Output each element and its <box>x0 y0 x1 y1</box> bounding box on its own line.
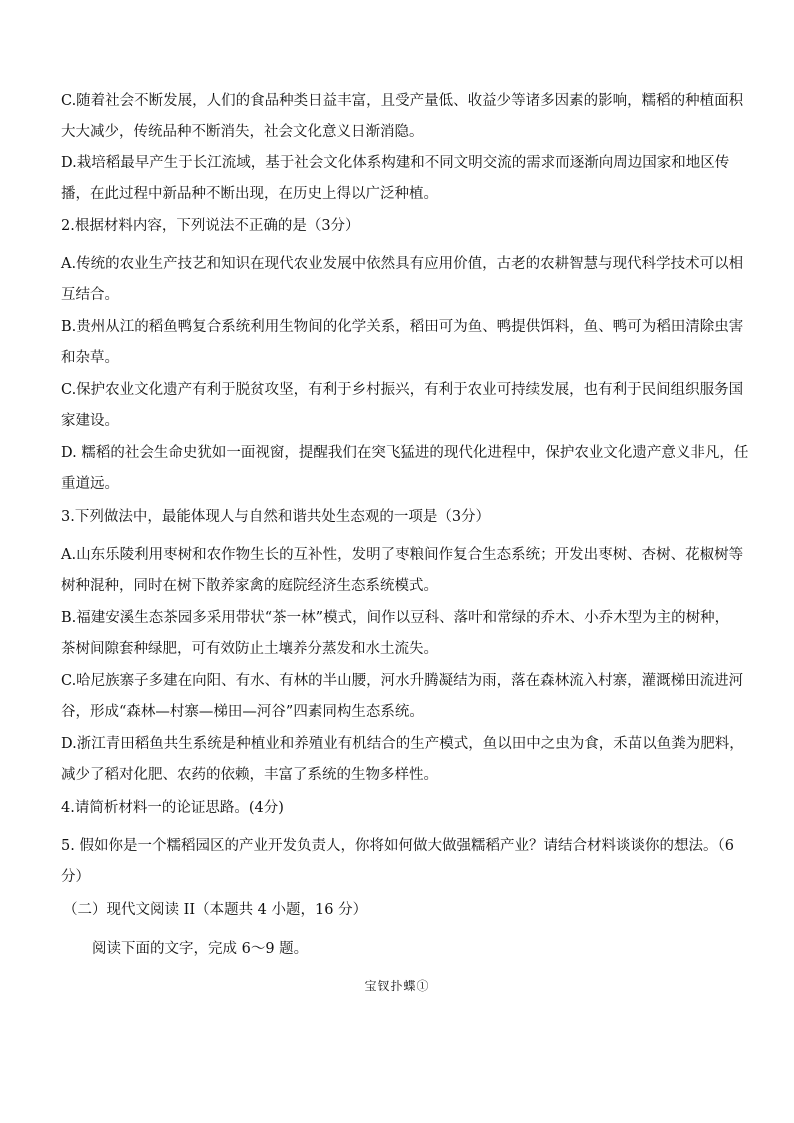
article-title <box>0 976 794 996</box>
question-4 <box>61 793 733 824</box>
text-line: C.随着社会不断发展，人们的食品种类日益丰富，且受产量低、收益少等诸多因素的影响，糯稻的种植面积 <box>61 93 744 109</box>
option-2a <box>61 249 744 311</box>
section-heading <box>63 895 367 926</box>
reading-instruction <box>92 934 308 965</box>
text-line: 减少了稻对化肥、农药的依赖，丰富了系统的生物多样性。 <box>61 767 438 783</box>
question-text: 2.根据材料内容，下列说法不正确的是（3分） <box>61 218 360 234</box>
question-text: 4.请简析材料一的论证思路。(4分) <box>61 800 284 816</box>
question-5 <box>61 831 733 893</box>
text-line: D.栽培稻最早产生于长江流域，基于社会文化体系构建和不同文明交流的需求而逐渐向周边国家和地区传 <box>61 155 730 171</box>
option-3a <box>61 540 744 602</box>
option-3c <box>61 666 744 728</box>
text-line: B.贵州从江的稻鱼鸭复合系统利用生物间的化学关系，稻田可为鱼、鸭提供饵料，鱼、鸭可为稻田清除虫害 <box>61 319 744 335</box>
option-3b <box>61 603 733 665</box>
reading-instruction-text: 阅读下面的文字，完成 6～9 题。 <box>92 941 309 957</box>
text-line: C.保护农业文化遗产有利于脱贫攻坚，有利于乡村振兴，有利于农业可持续发展，也有利于民间组织服务国 <box>61 382 744 398</box>
text-line: B.福建安溪生态茶园多采用带状“茶一林”模式，间作以豆科、落叶和常绿的乔木、小乔木型为主的树种， <box>61 610 730 626</box>
text-line: 家建设。 <box>61 413 119 429</box>
text-line: 播，在此过程中新品种不断出现，在历史上得以广泛种植。 <box>61 186 438 202</box>
text-line: 5. 假如你是一个糯稻园区的产业开发负责人，你将如何做大做强糯稻产业？请结合材料谈谈你的想法。（6 <box>61 838 734 854</box>
text-line: 重道远。 <box>61 476 119 492</box>
text-line: A.山东乐陵利用枣树和农作物生长的互补性，发明了枣粮间作复合生态系统；开发出枣树、杏树、花椒树等 <box>61 547 744 563</box>
text-line: 分） <box>61 869 90 885</box>
text-line: 谷，形成“森林—村寨—梯田—河谷”四素同构生态系统。 <box>61 704 424 720</box>
option-1d <box>61 148 733 210</box>
option-1c <box>61 86 744 148</box>
text-line: 大大减少，传统品种不断消失，社会文化意义日渐消隐。 <box>61 124 424 140</box>
option-2d <box>61 438 749 500</box>
text-line: D.浙江青田稻鱼共生系统是种植业和养殖业有机结合的生产模式，鱼以田中之虫为食，禾苗以鱼粪为肥料， <box>61 736 744 752</box>
question-3 <box>61 502 733 533</box>
question-2 <box>61 211 733 242</box>
text-line: D. 糯稻的社会生命史犹如一面视窗，提醒我们在突飞猛进的现代化进程中，保护农业文化遗产意义非凡，任 <box>61 445 749 461</box>
section-heading-text: （二）现代文阅读 II（本题共 4 小题，16 分） <box>63 902 368 918</box>
text-line: 树种混种，同时在树下散养家禽的庭院经济生态系统模式。 <box>61 578 438 594</box>
option-2c <box>61 375 744 437</box>
text-line: 互结合。 <box>61 287 119 303</box>
text-line: 茶树间隙套种绿肥，可有效防止土壤养分蒸发和水土流失。 <box>61 641 438 657</box>
article-title-text: 宝钗扑蝶① <box>364 979 430 993</box>
text-line: 和杂草。 <box>61 350 119 366</box>
question-text: 3.下列做法中，最能体现人与自然和谐共处生态观的一项是（3分） <box>61 509 491 525</box>
option-2b <box>61 312 744 374</box>
text-line: C.哈尼族寨子多建在向阳、有水、有林的半山腰，河水升腾凝结为雨，落在森林流入村寨，灌溉梯田流进河 <box>61 673 744 689</box>
text-line: A.传统的农业生产技艺和知识在现代农业发展中依然具有应用价值，古老的农耕智慧与现代科学技术可以相 <box>61 256 744 272</box>
option-3d <box>61 729 744 791</box>
